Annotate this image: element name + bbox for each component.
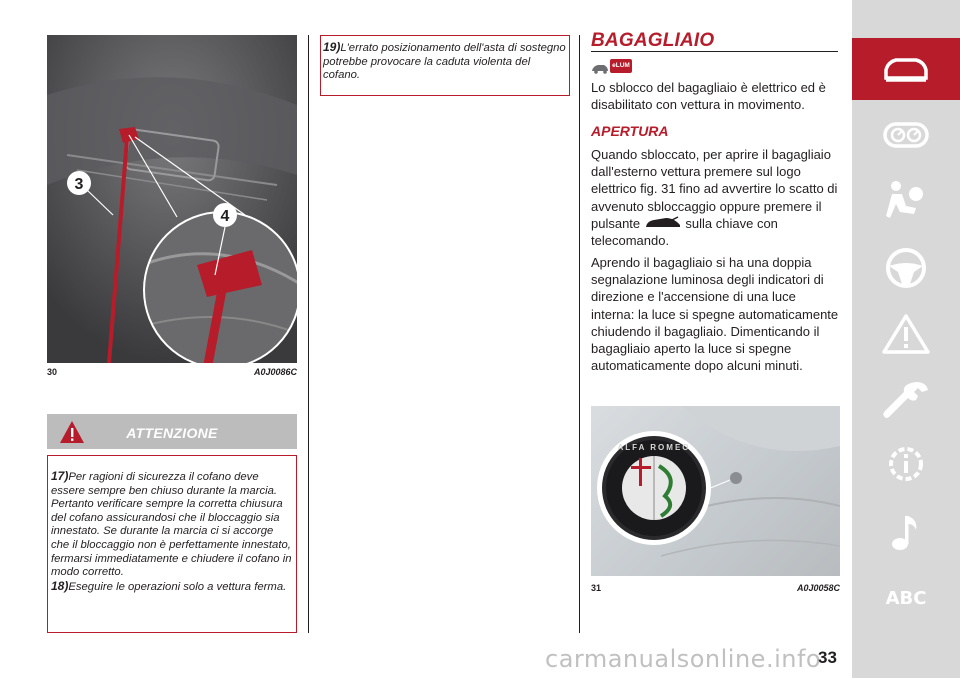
figure-code: A0J0086C [253, 367, 297, 377]
warning-note-18: 18)Eseguire le operazioni solo a vettura ferma. [51, 578, 287, 593]
warning-triangle-icon[interactable] [882, 314, 930, 354]
section-title: BAGAGLIAIO [591, 30, 715, 51]
figure-31-trunk-logo-image [591, 406, 840, 576]
title-rule [591, 51, 838, 52]
logo-text: ALFA ROMEO [617, 443, 691, 452]
callout-3: 3 [74, 176, 84, 193]
warning-box [47, 455, 297, 633]
trunk-logo-illustration [591, 406, 840, 576]
figure-number: 31 [591, 583, 602, 593]
subsection-title: APERTURA [591, 123, 669, 139]
watermark: carmanualsonline.info [545, 645, 822, 673]
car-icon[interactable] [882, 48, 930, 88]
intro-paragraph: Lo sblocco del bagagliaio è elettrico ed è disabilitato con vettura in movimento. [591, 80, 826, 113]
figure-number: 30 [47, 367, 58, 377]
page-number: 33 [818, 648, 837, 667]
signal-paragraph: Aprendo il bagagliaio si ha una doppia segnalazione luminosa degli indicatori di direzione e l'accensione di una luce interna: la luce si spegne automaticamente chiudendo il bagagliaio. Dimenticando il bagagliaio aperto la luce si spegne automaticamente dopo alcuni minuti. [591, 255, 839, 374]
music-note-icon[interactable] [882, 512, 930, 552]
hood-prop-illustration [47, 35, 297, 363]
trim-badge [591, 59, 641, 75]
dashboard-icon[interactable] [882, 116, 930, 156]
index-abc-button[interactable]: ABC [885, 588, 927, 609]
key-trunk-button-icon [644, 216, 682, 230]
callout-4: 4 [220, 208, 230, 225]
wrench-icon[interactable] [882, 380, 930, 420]
opening-paragraph: Quando sbloccato, per aprire il bagagliaio dall'esterno vettura premere sul logo elettrico fig. 31 fino ad avvertire lo scatto di avvenuto sbloccaggio oppure premere il pulsante sulla chiave con telecomando. [591, 147, 838, 249]
figure-30-caption [47, 367, 297, 377]
warning-box-continued [320, 35, 570, 96]
elum-badge: eLUM [610, 59, 632, 73]
warning-title: ATTENZIONE [126, 425, 218, 441]
column-divider [308, 35, 309, 633]
column-divider [579, 35, 580, 633]
warning-header [47, 414, 297, 449]
figure-code: A0J0058C [796, 583, 840, 593]
car-front-icon [591, 62, 609, 74]
gear-info-icon[interactable] [882, 444, 930, 484]
airbag-person-icon[interactable] [882, 180, 930, 220]
warning-note-19: 19)L'errato posizionamento dell'asta di sostegno potrebbe provocare la caduta violenta del cofano. [323, 40, 566, 82]
figure-30-hood-prop-image [47, 35, 297, 363]
steering-wheel-icon[interactable] [882, 248, 930, 288]
figure-31-caption [591, 583, 840, 593]
warning-note-17: 17)Per ragioni di sicurezza il cofano deve essere sempre ben chiuso durante la marcia. Pertanto verificare sempre la corretta chiusura del cofano assicurandosi che il bloccaggio sia innestato. Se durante la marcia ci si accorge che il bloccaggio non è perfettamente innestato, fermarsi immediatamente e chiudere il cofano in modo corretto. [51, 469, 292, 579]
